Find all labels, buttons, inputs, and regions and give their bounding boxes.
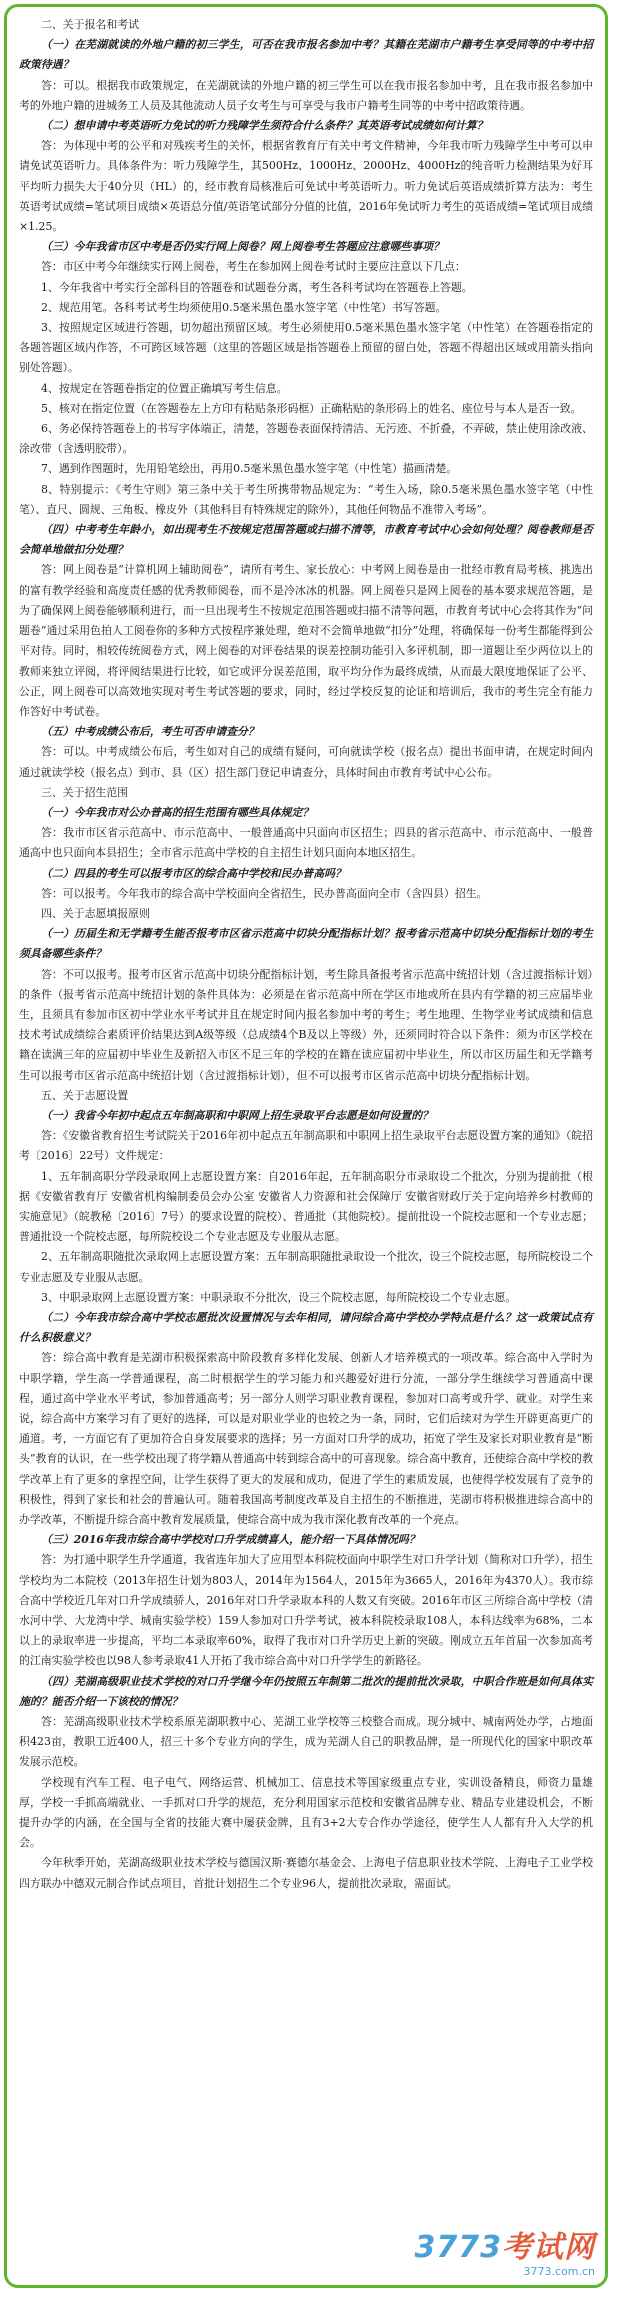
site-watermark [415,2231,596,2279]
answer-paragraph: 2、五年制高职随批次录取网上志愿设置方案：五年制高职随批录取设一个批次，设三个院校志愿，每所院校设二个专业志愿及专业服从志愿。 [19,1250,593,1284]
section-heading: 四、关于志愿填报原则 [41,906,150,920]
answer-paragraph: 1、五年制高职分学段录取网上志愿设置方案：自2016年起，五年制高职分市录取设二个批次，分别为提前批（根据《安徽省教育厅 安徽省机构编制委员会办公室 安徽省人力资源和社会保障厅 安徽省财政厅关于定向培养乡村教师的实施意见》（皖教秘〔2016〕7号）的要求设置的院校）、普通批（其他院校）。提前批设一个院校志愿和一个专业志愿；普通批设一个院校志愿，每所院校设二个专业志愿及专业服从志愿。 [19,1169,593,1244]
question-heading: （二）四县的考生可以报考市区的综合高中学校和民办普高吗？ [41,866,346,880]
answer-paragraph: 答：市区中考今年继续实行网上阅卷，考生在参加网上阅卷考试时主要应注意以下几点： [41,260,466,274]
answer-paragraph: 答：芜湖高级职业技术学校系原芜湖职教中心、芜湖工业学校等三校整合而成。现分城中、城南两处办学，占地面积423亩，教职工近400人，招三十多个专业方向的学生，成为芜湖人自己的职教品牌，是一所现代化的国家中职改革发展示范校。 [19,1715,593,1769]
question-heading: （一）我省今年初中起点五年制高职和中职网上招生录取平台志愿是如何设置的？ [41,1108,434,1122]
answer-paragraph: 6、务必保持答题卷上的书写字体端正，清楚，答题卷表面保持清洁、无污迹、不折叠，不弄破，禁止使用涂改液、涂改带（含透明胶带）。 [19,422,593,456]
answer-paragraph: 1、今年我省中考实行全部科目的答题卷和试题卷分离，考生各科考试均在答题卷上答题。 [41,280,473,294]
watermark-logo [415,2231,596,2265]
answer-paragraph: 4、按规定在答题卷指定的位置正确填写考生信息。 [41,381,288,395]
question-heading: （三）今年我省市区中考是否仍实行网上阅卷？网上阅卷考生答题应注意哪些事项？ [41,240,444,254]
question-heading: （一）今年我市对公办普高的招生范围有哪些具体规定？ [41,805,314,819]
question-heading: （二）想申请中考英语听力免试的听力残障学生须符合什么条件？其英语考试成绩如何计算？ [41,119,488,133]
answer-paragraph: 答：《安徽省教育招生考试院关于2016年初中起点五年制高职和中职网上招生录取平台志愿设置方案的通知》（皖招考〔2016〕22号）文件规定： [19,1129,593,1163]
watermark-logo-number: 3773 [414,2230,502,2265]
question-heading: （二）今年我市综合高中学校志愿批次设置情况与去年相同，请问综合高中学校办学特点是什么？这一政策试点有什么积极意义？ [19,1311,593,1345]
answer-paragraph: 学校现有汽车工程、电子电气、网络运营、机械加工、信息技术等国家级重点专业，实训设备精良，师资力量雄厚，学校一手抓高端就业、一手抓对口升学的规范，充分利用国家示范校和安徽省品牌专业、精品专业建设机会，不断提升办学的内涵，在全国与全省的技能大赛中屡获金牌，且有3+2大专合作办学途径，使学生人人都有升入大学的机会。 [19,1775,593,1850]
answer-paragraph: 答：网上阅卷是“计算机网上辅助阅卷”，请所有考生、家长放心：中考网上阅卷是由一批经市教育局考核、挑选出的富有教学经验和高度责任感的优秀教师阅卷，而不是冷冰冰的机器。网上阅卷只是网上阅卷的基本要求规范答题，是为了确保网上阅卷能够顺利进行，而一旦出现考生不按规定范围答题或扫描不清等问题，市教育考试中心会将其作为“问题卷”通过采用色拍人工阅卷你的多种方式按程序兼处理，绝对不会简单地做“扣分”处理，将确保每一份考生都能得到公平对待。同时，相较传统阅卷方式，网上阅卷的对评卷结果的误差控制功能引入多评机制，即一道题让至少两位以上的教师来独立评阅，将评阅结果进行比较，如它或评分误差范围，取平均分作为最终成绩，从而最大限度地保证了公平、公正，网上阅卷可以高效地实现对考生考试答题的要求，同时，经过学校反复的论证和培训后，我市的考生完全有能力作答好中考试卷。 [19,563,593,718]
section-heading: 三、关于招生范围 [41,785,129,799]
answer-paragraph: 2、规范用笔。各科考试考生均须使用0.5毫米黑色墨水签字笔（中性笔）书写答题。 [41,300,447,314]
answer-paragraph: 7、遇到作图题时，先用铅笔绘出，再用0.5毫米黑色墨水签字笔（中性笔）描画清楚。 [41,462,458,476]
article-body [7,7,605,1894]
answer-paragraph: 答：可以。根据我市政策规定，在芜湖就读的外地户籍的初三学生可以在我市报名参加中考，且在我市报名参加中考的外地户籍的进城务工人员及其他流动人员子女考生与可享受与我市户籍考生同等的中考中招政策待遇。 [19,78,593,112]
section-heading: 二、关于报名和考试 [41,18,140,31]
answer-paragraph: 答：不可以报考。报考市区省示范高中切块分配指标计划，考生除具备报考省示范高中统招计划（含过渡指标计划）的条件（报考省示范高中统招计划的条件具体为：必须是在省示范高中所在学区市地或所在县内有学籍的初三应届毕业生，且须具有参加市区初中学业水平考试并且在规定时间内报名参加中考的考生；考生地理、生物学业考试成绩和信息技术考试成绩综合素质评价结果达到A级等级（总成绩4个B及以上等级）外，还须同时符合以下条件：须为市区学校在籍在读满三年的应届初中毕业生及新招入市区不足三年的学校的在籍在读应届初中毕业生，所以市区历届生和无学籍考生可以报考市区省示范高中统招计划（含过渡指标计划），但不可以报考市区省示范高中切块分配指标计划。 [19,967,593,1082]
article-frame [4,4,608,2288]
answer-paragraph: 3、中职录取网上志愿设置方案：中职录取不分批次，设三个院校志愿，每所院校设二个专业志愿。 [41,1290,517,1304]
watermark-url: 3773.com.cn [523,2265,595,2278]
answer-paragraph: 答：可以报考。今年我市的综合高中学校面向全省招生，民办普高面向全市（含四县）招生。 [41,886,488,900]
answer-paragraph: 3、按照规定区域进行答题，切勿超出预留区域。考生必须使用0.5毫米黑色墨水签字笔（中性笔）在答题卷指定的各题答题区域内作答，不可跨区域答题（这里的答题区域是指答题卷上预留的留白处，答题不得超出区域或用箭头指向别处答题）。 [19,321,593,375]
answer-paragraph: 8、特别提示：《考生守则》第三条中关于考生所携带物品规定为：“考生入场，除0.5毫米黑色墨水签字笔（中性笔）、直尺、圆规、三角板、橡皮外（其他科目有特殊规定的除外），其他任何物品不准带入考场”。 [19,482,593,516]
answer-paragraph: 5、核对在指定位置（在答题卷左上方印有粘贴条形码框）正确粘贴的条形码上的姓名、座位号与本人是否一致。 [41,401,582,415]
question-heading: （五）中考成绩公布后，考生可否申请查分？ [41,725,259,739]
answer-paragraph: 答：为体现中考的公平和对残疾考生的关怀，根据省教育厅有关中考文件精神，今年我市听力残障学生中考可以申请免试英语听力。具体条件为：听力残障学生，其500Hz、1000Hz、2000Hz、4000Hz的纯音听力检测结果为好耳平均听力损失大于40分贝（HL）的，经市教育局核准后可免试中考英语听力。听力免试后英语成绩折算方法为：考生英语考试成绩=笔试项目成绩×英语总分值/英语笔试部分分值的比值，2016年免试听力考生的英语成绩=笔试项目成绩×1.25。 [19,139,593,234]
answer-paragraph: 答：可以。中考成绩公布后，考生如对自己的成绩有疑问，可向就读学校（报名点）提出书面申请，在规定时间内通过就读学校（报名点）到市、县（区）招生部门登记申请查分，具体时间由市教育考试中心公布。 [19,745,593,779]
answer-paragraph: 答：综合高中教育是芜湖市积极探索高中阶段教育多样化发展、创新人才培养模式的一项改革。综合高中入学时为中职学籍，学生高一学普通课程，高二时根据学生的学习能力和兴趣爱好进行分流，一部分学生继续学习普通高中课程，通过高中学业水平考试，参加普通高考；另一部分人则学习职业教育课程，参加对口高考或升学、就业。对学生来说，综合高中方案学习有了更好的选择，可以是对职业学业的也较之为一条，同时，它们后续对为学生开辟更高更广的通道。考，一方面它有了更加符合自身发展要求的选择；另一方面对口升学的成功，拓宽了学生及家长对职业教育是“断头”教育的认识，在一些学校出现了将学籍从普通高中转到综合高中的可喜现象。综合高中教育，还使综合高中学校的教学改革上有了更多的拿捏空间，让学生获得了更大的发展和成功，促进了学生的素质发展，也使得学校发展有了竞争的积极性，得到了家长和社会的普遍认可。随着我国高考制度改革及自主招生的不断推进，芜湖市将积极推进综合高中的办学改革，不断提升综合高中教育发展质量，使综合高中成为我市深化教育改革的一个亮点。 [19,1351,593,1527]
question-heading: （四）芜湖高级职业技术学校的对口升学继今年仍按照五年制第二批次的提前批次录取，中职合作班是如何具体实施的？能否介绍一下该校的情况？ [19,1674,593,1708]
answer-paragraph: 今年秋季开始，芜湖高级职业技术学校与德国汉斯·赛德尔基金会、上海电子信息职业技术学院、上海电子工业学校四方联办中德双元制合作试点项目，首批计划招生二个专业96人，提前批次录取，需面试。 [19,1856,593,1890]
question-heading: （一）历届生和无学籍考生能否报考市区省示范高中切块分配指标计划？报考省示范高中切块分配指标计划的考生须具备哪些条件？ [19,927,593,961]
question-heading: （三）2016年我市综合高中学校对口升学成绩喜人，能介绍一下具体情况吗？ [41,1533,420,1547]
watermark-logo-suffix: 考试网 [502,2230,595,2265]
question-heading: （一）在芜湖就读的外地户籍的初三学生，可否在我市报名参加中考？其籍在芜湖市户籍考生享受同等的中考中招政策待遇？ [19,38,593,72]
answer-paragraph: 答：我市市区省示范高中、市示范高中、一般普通高中只面向市区招生；四县的省示范高中、市示范高中、一般普通高中也只面向本县招生；全市省示范高中学校的自主招生计划只面向本地区招生。 [19,826,593,860]
section-heading: 五、关于志愿设置 [41,1088,129,1102]
answer-paragraph: 答：为打通中职学生升学通道，我省连年加大了应用型本科院校面向中职学生对口升学计划（简称对口升学），招生学校均为二本院校（2013年招生计划为803人，2014年为1564人，2015年为3665人，2016年为4370人）。我市综合高中学校近几年对口升学成绩骄人，2016年对口升学录取本科的人数又有突破。2016年市区三所综合高中学校（清水河中学、大龙湾中学、城南实验学校）159人参加对口升学考试，被本科院校录取108人，本科达线率为68%，二本以上的录取率进一步提高，平均二本录取率60%，取得了我市对口升学历史上新的突破。刚成立五年首届一次参加高考的江南实验学校也以98人参考录取41人开拓了我市综合高中对口升学学生的新路径。 [19,1553,593,1668]
question-heading: （四）中考考生年龄小，如出现考生不按规定范围答题或扫描不清等，市教育考试中心会如何处理？阅卷教师是否会简单地做扣分处理？ [19,523,593,557]
